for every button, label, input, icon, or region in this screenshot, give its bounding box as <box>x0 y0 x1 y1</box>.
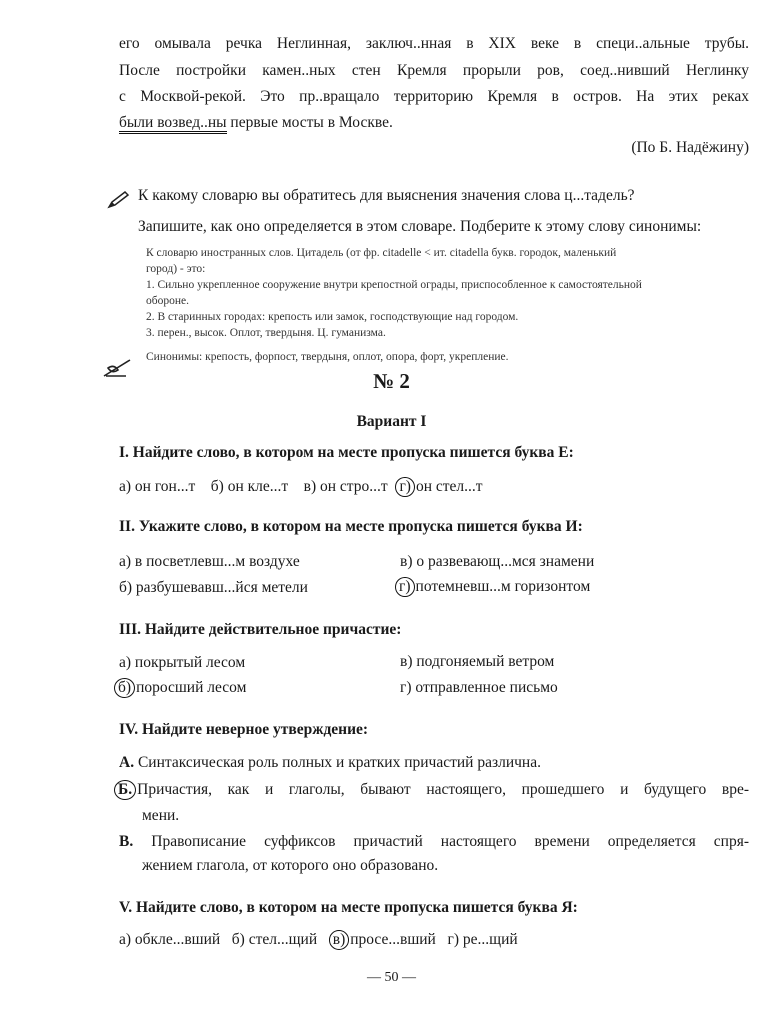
underlined-phrase: были возвед..ны <box>119 114 227 134</box>
statement-label: А. <box>119 754 135 771</box>
answer-line: К словарю иностранных слов. Цитадель (от фр. citadelle < ит. citadella букв. городок, маленький <box>146 247 617 259</box>
statement-a[interactable] <box>119 753 541 773</box>
circled-option-marker[interactable]: в) <box>329 930 349 950</box>
option[interactable]: а) в посветлевш...м воздухе <box>119 553 300 570</box>
synonyms-line: Синонимы: крепость, форпост, твердыня, оплот, опора, форт, укрепление. <box>146 351 509 363</box>
circled-option-marker[interactable]: г) <box>395 477 415 497</box>
attribution: (По Б. Надёжину) <box>631 139 749 156</box>
pencil-icon <box>106 190 130 210</box>
task-question: К какому словарю вы обратитесь для выяснения значения слова ц...тадель? <box>138 187 635 204</box>
question-2-title: II. Укажите слово, в котором на месте пропуска пишется буква И: <box>119 518 583 535</box>
question-5-title: V. Найдите слово, в котором на месте пропуска пишется буква Я: <box>119 899 578 916</box>
option[interactable]: в) подгоняемый ветром <box>400 653 555 670</box>
option[interactable]: а) он гон...т <box>119 478 196 495</box>
page-number: — 50 — <box>367 970 416 985</box>
question-3-title: III. Найдите действительное причастие: <box>119 621 402 638</box>
answer-line: 1. Сильно укрепленное сооружение внутри крепостной ограды, приспособленное к самостоятельной <box>146 279 642 291</box>
statement-text: жением глагола, от которого оно образовано. <box>142 857 439 874</box>
option[interactable]: б) стел...щий <box>231 931 318 948</box>
passage-line: с Москвой-рекой. Это пр..вращало территорию Кремля в остров. На этих реках <box>119 88 749 105</box>
passage-line <box>119 113 393 133</box>
option[interactable]: г) ре...щий <box>447 931 518 948</box>
variant-heading: Вариант I <box>356 413 427 430</box>
circled-option-marker: г) <box>395 577 415 597</box>
option-text: поросший лесом <box>136 679 247 696</box>
question-4-title: IV. Найдите неверное утверждение: <box>119 721 369 738</box>
question-1-options <box>119 477 483 497</box>
option[interactable]: б) он кле...т <box>210 478 289 495</box>
option-text: потемневш...м горизонтом <box>415 578 591 595</box>
option[interactable]: г) отправленное письмо <box>400 679 558 696</box>
statement-label: В. <box>119 833 134 850</box>
statement-text: Синтаксическая роль полных и кратких причастий различна. <box>137 754 541 771</box>
passage-line: После постройки камен..ных стен Кремля прорыли ров, соед..нивший Неглинку <box>119 62 749 79</box>
option[interactable]: б) разбушевавш...йся метели <box>119 579 308 596</box>
option-selected[interactable]: просе...вший <box>350 931 436 948</box>
statement-text: мени. <box>142 807 180 824</box>
option[interactable]: а) покрытый лесом <box>119 654 246 671</box>
option-selected[interactable]: он стел...т <box>415 478 483 495</box>
statement-text: Правописание суффиксов причастий настоящего времени определяется спря- <box>151 833 749 850</box>
answer-line: обороне. <box>146 295 189 307</box>
statement-text: Причастия, как и глаголы, бывают настоящего, прошедшего и будущего вре- <box>137 781 749 798</box>
passage-line: его омывала речка Неглинная, заключ..нная в XIX веке в специ..альные трубы. <box>119 35 749 52</box>
circled-option-marker: Б. <box>114 780 136 800</box>
passage-text: первые мосты в Москве. <box>226 114 393 131</box>
answer-line: город) - это: <box>146 263 206 275</box>
question-1-title: I. Найдите слово, в котором на месте пропуска пишется буква Е: <box>119 444 574 461</box>
answer-line: 2. В старинных городах: крепость или замок, господствующие над городом. <box>146 311 519 323</box>
option[interactable]: а) обкле...вший <box>119 931 221 948</box>
option[interactable]: в) он стро...т <box>303 478 388 495</box>
exercise-number: № 2 <box>373 369 410 393</box>
statement-v[interactable] <box>119 832 749 852</box>
option-selected[interactable] <box>395 577 590 597</box>
statement-b[interactable] <box>114 780 749 800</box>
option-selected[interactable] <box>114 678 246 698</box>
circled-option-marker: б) <box>114 678 135 698</box>
question-5-options <box>119 930 518 950</box>
answer-line: 3. перен., высок. Оплот, твердыня. Ц. гуманизма. <box>146 327 386 339</box>
task-instruction: Запишите, как оно определяется в этом словаре. Подберите к этому слову синонимы: <box>138 218 702 235</box>
option[interactable]: в) о развевающ...мся знамени <box>400 553 595 570</box>
